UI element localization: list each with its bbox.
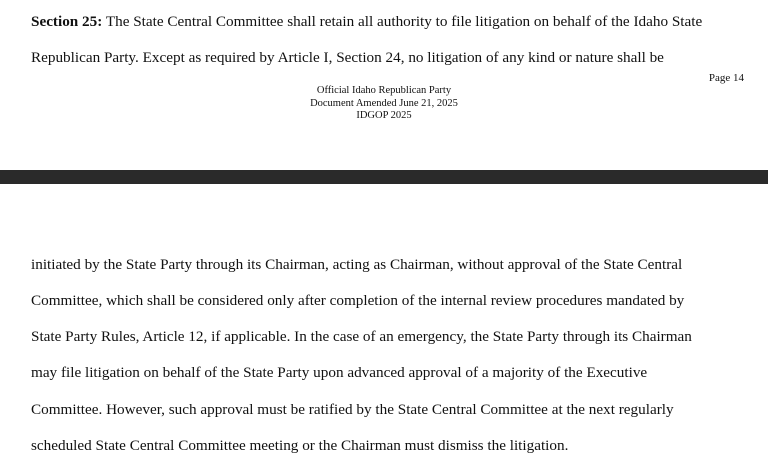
section-text: The State Central Committee shall retain all authority to file litigation on behalf of the Idaho State [105,13,703,30]
page-top [0,0,768,170]
section-25-second-line: Republican Party. Except as required by Article I, Section 24, no litigation of any kind or nature shall be [31,49,664,66]
paragraph-line: scheduled State Central Committee meeting or the Chairman must dismiss the litigation. [31,437,569,454]
footer-line-id: IDGOP 2025 [356,110,412,121]
paragraph-line: may file litigation on behalf of the State Party upon advanced approval of a majority of the Executive [31,364,648,381]
footer-line-amended: Document Amended June 21, 2025 [310,97,458,109]
page-bottom [0,184,768,472]
paragraph-line: Committee, which shall be considered only after completion of the internal review procedures mandated by [31,292,685,309]
document-footer [0,85,768,123]
page-number: Page 14 [708,72,744,84]
paragraph-line: initiated by the State Party through its Chairman, acting as Chairman, without approval of the State Central [31,256,683,273]
paragraph-line: State Party Rules, Article 12, if applicable. In the case of an emergency, the State Party through its Chairman [31,328,692,345]
paragraph-line: Committee. However, such approval must be ratified by the State Central Committee at the next regularly [31,401,674,418]
footer-line-organization: Official Idaho Republican Party [316,85,452,96]
section-25-first-line [31,13,702,31]
section-label: Section 25: [31,13,103,30]
page-break-divider [0,170,768,184]
